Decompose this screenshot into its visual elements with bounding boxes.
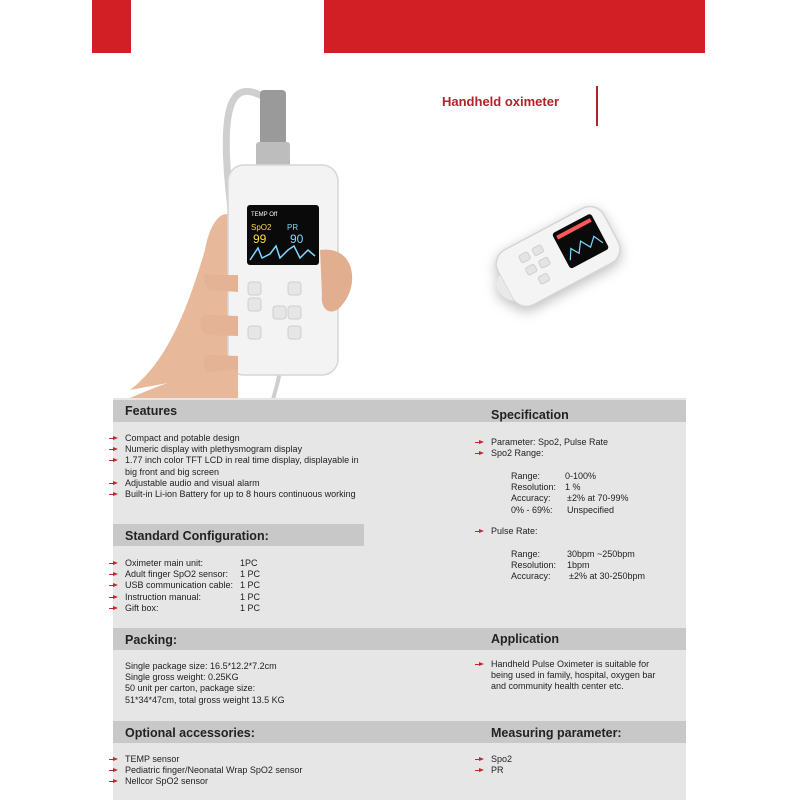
list-item: Nellcor SpO2 sensor (113, 776, 363, 787)
packing-heading: Packing: (125, 633, 178, 647)
list-item: USB communication cable: 1 PC (113, 580, 353, 591)
list-item-continuation: being used in family, hospital, oxygen bar (491, 670, 656, 681)
screen-spo2-label: SpO2 (251, 223, 272, 232)
list-item: Spo2 (479, 754, 629, 765)
list-item: Adjustable audio and visual alarm (113, 478, 373, 489)
list-item: Built-in Li-ion Battery for up to 8 hours continuous working (113, 489, 373, 500)
list-item-continuation: big front and big screen (125, 466, 220, 477)
table-row: Resolution: 1 % (511, 482, 581, 493)
list-item: Handheld Pulse Oximeter is suitable for (479, 659, 679, 670)
screen-pr-label: PR (287, 223, 299, 232)
specification-heading: Specification (491, 408, 569, 422)
optional-heading: Optional accessories: (125, 726, 255, 740)
list-item: PR (479, 765, 629, 776)
application-heading: Application (491, 632, 560, 646)
screen-spo2-value: 99 (253, 232, 267, 246)
list-item: 1.77 inch color TFT LCD in real time display, displayable in (113, 455, 373, 466)
product-photo-angled (480, 185, 640, 335)
list-item-continuation: and community health center etc. (491, 681, 624, 692)
features-heading: Features (125, 404, 178, 418)
table-row: Range: 0-100% (511, 471, 597, 481)
list-item: TEMP sensor (113, 754, 363, 765)
title-divider (596, 86, 598, 126)
optional-list (113, 754, 363, 788)
table-row: Range: 30bpm ~250bpm (511, 549, 635, 559)
features-list (113, 433, 373, 500)
list-item: Parameter: Spo2, Pulse Rate (479, 437, 679, 448)
table-row: Accuracy: ±2% at 30-250bpm (511, 571, 645, 582)
packing-line: 51*34*47cm, total gross weight 13.5 KG (125, 694, 285, 705)
features-band (113, 400, 686, 422)
spo2-range-table (511, 471, 681, 516)
list-item: Spo2 Range: (479, 448, 679, 459)
list-item: Adult finger SpO2 sensor: 1 PC (113, 569, 353, 580)
list-item: Instruction manual: 1 PC (113, 592, 353, 603)
top-banner-left (92, 0, 131, 53)
list-item: Numeric display with plethysmogram display (113, 444, 373, 455)
top-banner-right (324, 0, 705, 53)
measuring-heading: Measuring parameter: (491, 726, 622, 740)
standard-config-list (113, 558, 353, 614)
list-item: Oximeter main unit: 1PC (113, 558, 353, 569)
packing-band (113, 628, 686, 650)
list-item: Gift box: 1 PC (113, 603, 353, 614)
screen-temp-label: TEMP Off (251, 212, 278, 218)
application-details (479, 659, 679, 693)
packing-line: 50 unit per carton, package size: (125, 683, 256, 694)
table-row: Resolution: 1bpm (511, 560, 590, 571)
packing-line: Single package size: 16.5*12.2*7.2cm (125, 661, 277, 671)
table-row: Accuracy: ±2% at 70-99% (511, 493, 629, 504)
list-item: Compact and potable design (113, 433, 373, 444)
screen-pr-value: 90 (290, 232, 304, 246)
table-row: 0% - 69%: Unspecified (511, 504, 615, 515)
measuring-list (479, 754, 629, 776)
packing-details (125, 661, 375, 706)
page-title: Handheld oximeter (442, 94, 560, 109)
packing-line: Single gross weight: 0.25KG (125, 672, 239, 683)
standard-config-heading: Standard Configuration: (125, 529, 269, 543)
pulse-range-table (511, 549, 681, 583)
pulse-rate-label: Pulse Rate: (479, 526, 538, 537)
specification-list (479, 437, 679, 459)
product-photo-handheld (110, 70, 380, 400)
list-item: Pediatric finger/Neonatal Wrap SpO2 sensor (113, 765, 363, 776)
